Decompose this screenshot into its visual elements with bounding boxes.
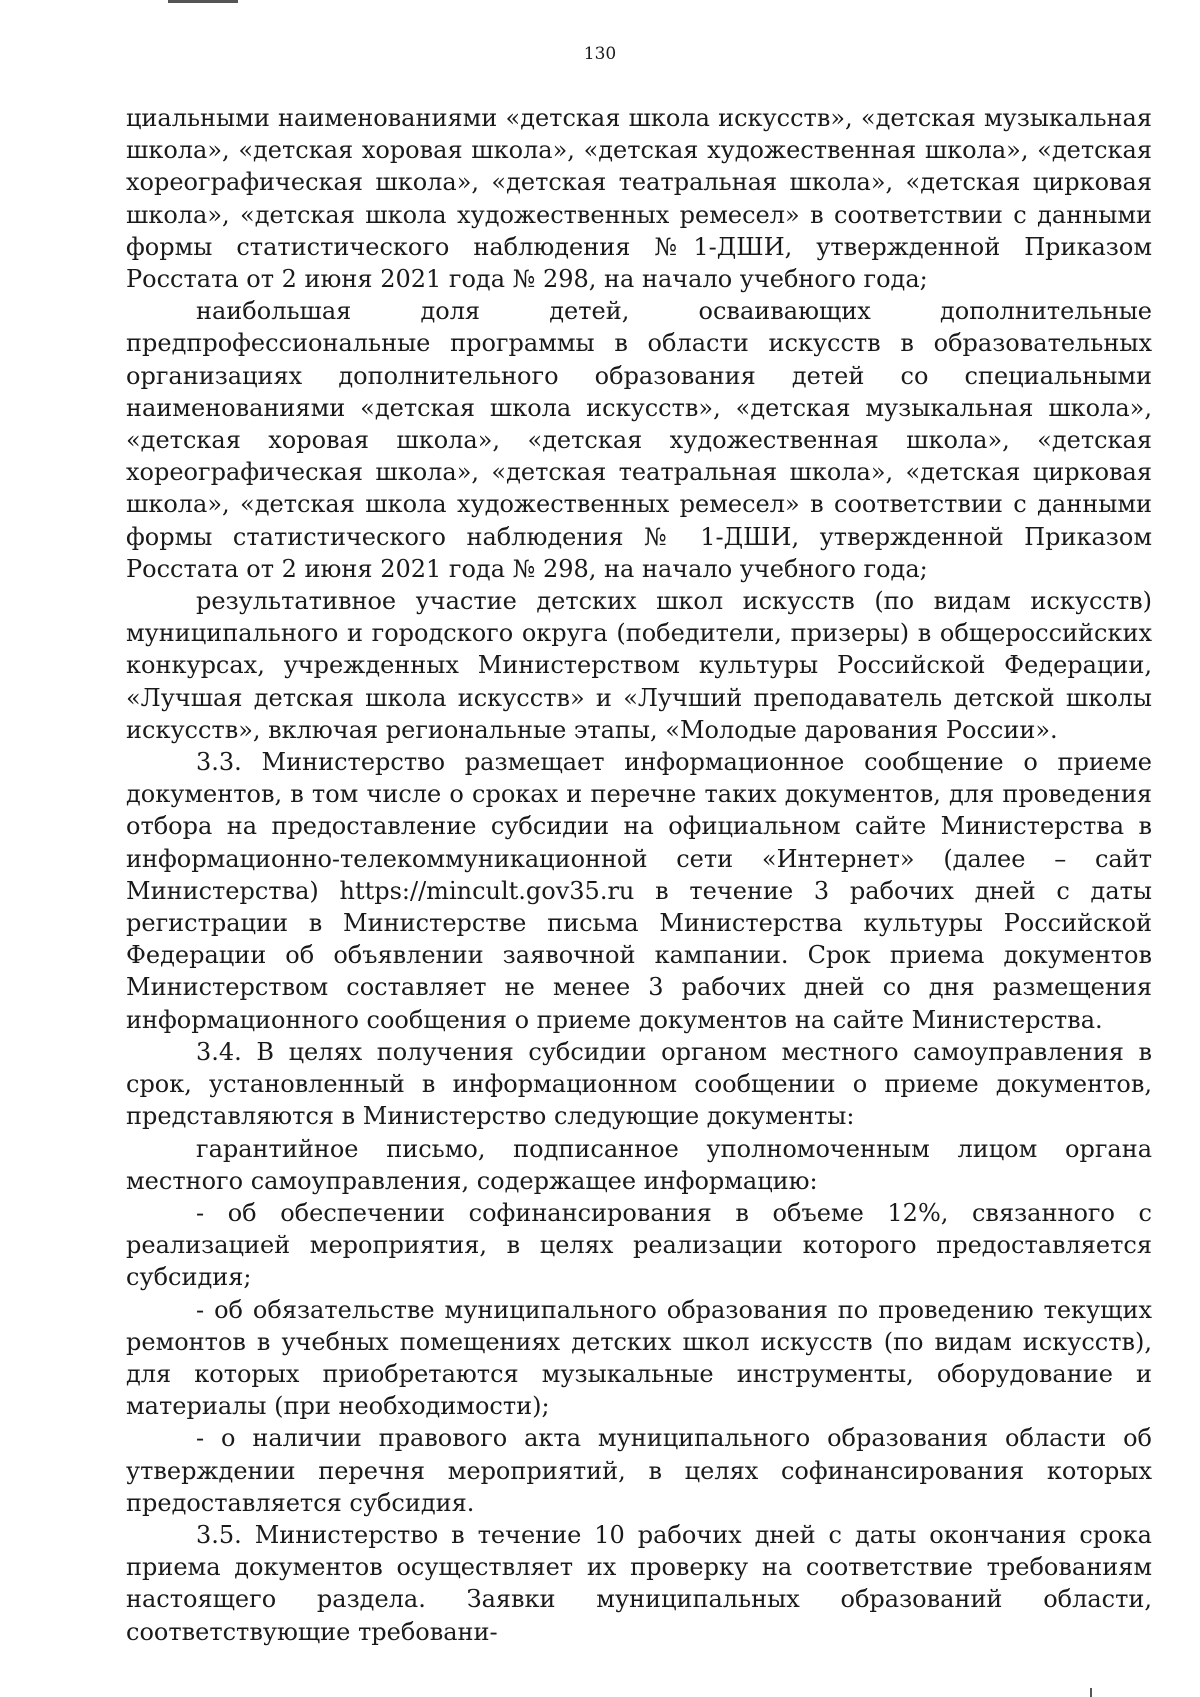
paragraph-3-5: 3.5. Министерство в течение 10 рабочих дней с даты окончания срока приема документов осуществляет их проверку на соответствие требованиям настоящего раздела. Заявки муниципальных образований области, соответствующие требовани-	[126, 1520, 1152, 1646]
page-number: 130	[583, 44, 617, 64]
scan-artifact-bottom	[1090, 1688, 1092, 1697]
paragraph-3-3: 3.3. Министерство размещает информационное сообщение о приеме документов, в том числе о сроках и перечне таких документов, для проведения отбора на предоставление субсидии на официальном сайте Министерства в информационно-телекоммуникационной сети «Интернет» (далее – сайт Министерства) https://mincult.gov35.ru в течение 3 рабочих дней с даты регистрации в Министерстве письма Министерства культуры Российской Федерации об объявлении заявочной кампании. Срок приема документов Министерством составляет не менее 3 рабочих дней со дня размещения информационного сообщения о приеме документов на сайте Министерства.	[126, 748, 1152, 1034]
document-body	[126, 102, 1152, 1648]
paragraph-criterion-share: наибольшая доля детей, осваивающих дополнительные предпрофессиональные программы в области искусств в образовательных организациях дополнительного образования детей со специальными наименованиями «детская школа искусств», «детская музыкальная школа», «детская хоровая школа», «детская художественная школа», «детская хореографическая школа», «детская театральная школа», «детская цирковая школа», «детская школа художественных ремесел» в соответствии с данными формы статистического наблюдения № 1-ДШИ, утвержденной Приказом Росстата от 2 июня 2021 года № 298, на начало учебного года;	[126, 297, 1152, 583]
list-item-repairs: - об обязательстве муниципального образования по проведению текущих ремонтов в учебных помещениях детских школ искусств (по видам искусств), для которых приобретаются музыкальные инструменты, оборудование и материалы (при необходимости);	[126, 1295, 1152, 1421]
paragraph-3-4: 3.4. В целях получения субсидии органом местного самоуправления в срок, установленный в информационном сообщении о приеме документов, представляются в Министерство следующие документы:	[126, 1037, 1152, 1131]
list-item-cofinancing: - об обеспечении софинансирования в объеме 12%, связанного с реализацией мероприятия, в целях реализации которого предоставляется субсидия;	[126, 1198, 1152, 1292]
paragraph-criterion-participation: результативное участие детских школ искусств (по видам искусств) муниципального и городского округа (победители, призеры) в общероссийских конкурсах, учрежденных Министерством культуры Российской Федерации, «Лучшая детская школа искусств» и «Лучший преподаватель детской школы искусств», включая региональные этапы, «Молодые дарования России».	[126, 587, 1152, 744]
list-item-legal-act: - о наличии правового акта муниципального образования области об утверждении перечня мероприятий, в целях софинансирования которых предоставляется субсидия.	[126, 1424, 1152, 1517]
paragraph-continuation: циальными наименованиями «детская школа искусств», «детская музыкальная школа», «детская хоровая школа», «детская художественная школа», «детская хореографическая школа», «детская театральная школа», «детская цирковая школа», «детская школа художественных ремесел» в соответствии с данными формы статистического наблюдения №1-ДШИ, утвержденной Приказом Росстата от 2 июня 2021 года № 298, на начало учебного года;	[126, 104, 1152, 294]
paragraph-guarantee-letter: гарантийное письмо, подписанное уполномоченным лицом органа местного самоуправления, содержащее информацию:	[126, 1134, 1152, 1195]
scan-artifact-top	[168, 0, 238, 3]
